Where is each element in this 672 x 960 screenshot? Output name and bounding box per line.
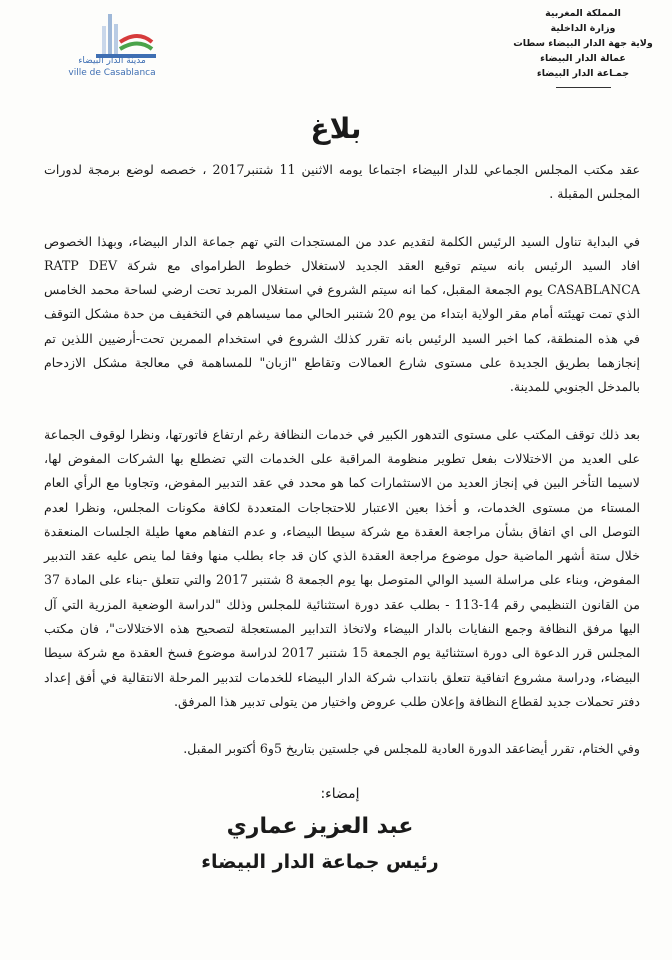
header-line-prefecture: عمالة الدار البيضاء [540, 53, 626, 64]
paragraph-intro: عقد مكتب المجلس الجماعي للدار البيضاء اجتماعا يومه الاثنين 11 شتنبر2017 ، خصصه لوضع برمجة لدورات المجلس المقبلة . [44, 162, 641, 202]
paragraph-president-updates: في البداية تناول السيد الرئيس الكلمة لتقديم عدد من المستجدات التي تهم جماعة الدار البيضاء، وبهذا الخصوص افاد السيد الرئيس بانه سيتم توقيع العقد الجديد لاستغلال خطوط الطراموای مع شركة RATP DEV CASABLANCA يوم الجمعة المقبل، كما انه سيتم الشروع في استغلال المربد تحت ارضي لساحة محمد الخامس الذي تمت تهيئته أمام مقر الولاية ابتداء من يوم 20 شتنبر الحالي مما سيساهم في التخفيف من حدة مشكل التوقف في هذه المنطقة، كما اخبر السيد الرئيس بانه تقرر كذلك الشروع في استخدام الممرين تحت-أرضيين اللذين تم إنجازهما بطريق الجديدة على مستوى شارع العمالات وتقاطع "ازبان" للمساهمة في معالجة مشكل الازدحام بالمدخل الجنوبي للمدينة. [44, 233, 640, 395]
header-line-commune: جمـاعة الدار البيضاء [536, 68, 630, 79]
paragraph-cleaning-services: بعد ذلك توقف المكتب على مستوى التدهور الكبير في خدمات النظافة رغم ارتفاع فاتورتها، ونظرا لوقوف الجماعة على العديد من الاختلالات بفعل تطوير منظومة المراقبة على الخدمات التي تضطلع بها الشركات المفوض لها، لاسيما التأخر البين في إنجاز العديد من الاستثمارات كما هو محدد في عقد التدبير المفوض، وتجاوبا مع الرأي العام المستاء من مستوى الخدمات، و أخذا بعين الاعتبار للاحتجاجات المتعددة لكافة مكونات المجلس، ونظرا لعدم التوصل الى اي اتفاق بشأن مراجعة العقدة مع شركة سيطا البيضاء، و عدم التفاهم معها طيلة الجلسات المنعقدة خلال ستة أشهر الماضية حول موضوع مراجعة العقدة الذي كان قد جاء بطلب منها وفقا لما ينص عليه عقد التدبير المفوض، وبناء على مراسلة السيد الوالي المتوصل بها يوم الجمعة 8 شتنبر 2017 والتي تتعلق -بناء على المادة 37 من القانون التنظيمي رقم 14-113 - بطلب عقد دورة استثنائية للمجلس وذلك "لدراسة الوضعية المزرية التي آل اليها مرفق النظافة وجمع النفايات بالدار البيضاء ولاتخاذ التدابير المستعجلة لتصحيح هذه الاختلالات"، فان مكتب المجلس قرر الدعوة الى دورة استثنائية يوم الجمعة 15 شتنبر 2017 لدراسة موضوع فسخ العقدة مع شركة سيطا البيضاء، ودراسة مشروع اتفاقية تتعلق بانتداب شركة الدار البيضاء للخدمات لتدبير المرحلة الانتقالية في أفق إعداد دفتر تحملات جديد لقطاع النظافة وإعلان طلب عروض واختيار من يتولى تدبير هذا المرفق. [44, 426, 641, 709]
header-divider [556, 87, 611, 88]
signatory-title: رئيس جماعة الدار البيضاء [201, 851, 439, 873]
signatory-name: عبد العزيز عماري [226, 814, 414, 839]
signature-label: إمضاء: [320, 786, 360, 802]
logo-arabic-text: مدينة الدار البيضاء [78, 56, 146, 66]
paragraph-closing: وفي الختام، تقرر أيضاعقد الدورة العادية للمجلس في جلستين بتاريخ 5و6 أكتوبر المقبل. [183, 741, 640, 757]
header-line-kingdom: المملكة المغربية [545, 8, 621, 19]
header-line-ministry: وزارة الداخلية [550, 23, 616, 34]
institution-header [508, 6, 658, 88]
document-title: بلاغ [310, 112, 362, 145]
document-body [44, 158, 640, 762]
logo-french-text: ville de Casablanca [68, 68, 156, 78]
signature-block [200, 786, 440, 876]
header-line-wilaya: ولاية جهة الدار البيضاء سطات [513, 38, 653, 49]
